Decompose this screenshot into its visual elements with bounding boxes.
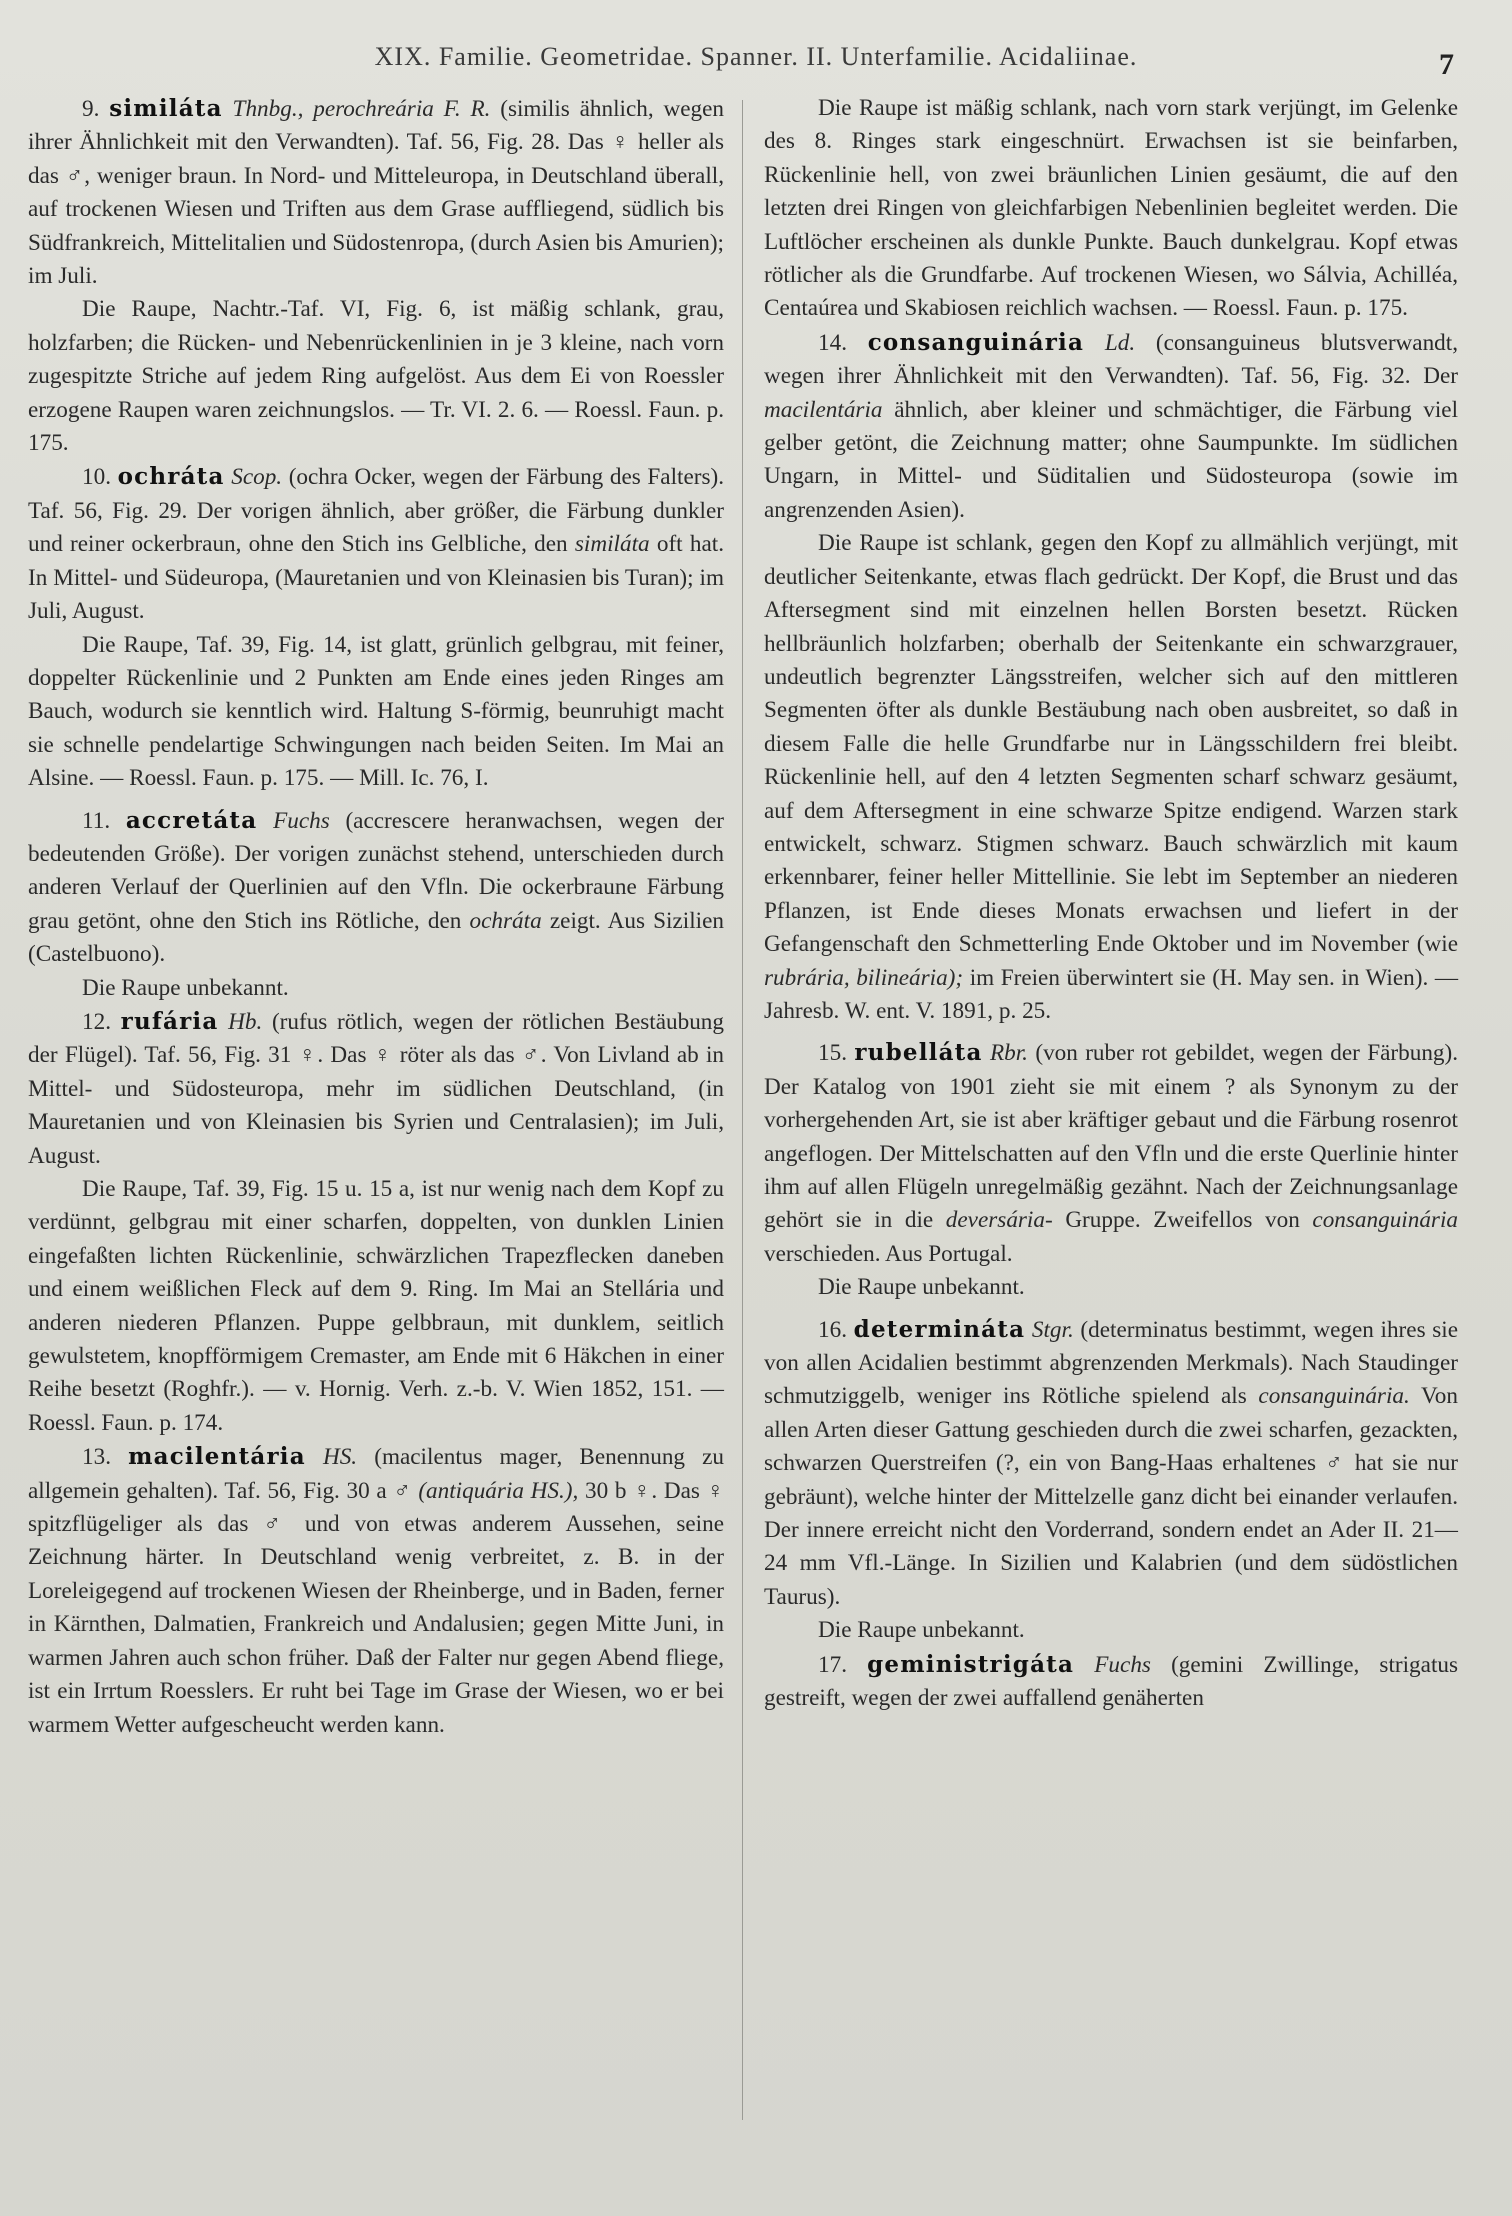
entry-text: (macilentus mager, Benennung zu allgemein gehalten). Taf. 56, Fig. 30 a ♂ [28, 1444, 725, 1504]
larva-description: Die Raupe unbekannt. [82, 974, 289, 1001]
species-name: accretáta [125, 806, 258, 834]
species-name: similáta [109, 95, 223, 122]
entry-text: Gruppe. Zweifellos von [1065, 1207, 1300, 1234]
species-author: Stgr. [1031, 1316, 1074, 1343]
species-reference: deversária- [945, 1207, 1053, 1234]
species-entry-13 [28, 1440, 724, 1742]
entry-number: 13. [82, 1444, 111, 1471]
entry-text: ähnlich, aber kleiner und schmächtiger, die Färbung viel gelber getönt, die Zeichnung matter; ohne Saumpunkte. Im südlichen Ungarn, in Mittel- und Süditalien und Südosteuropa (sowie im angrenzenden Asien). [764, 396, 1459, 523]
species-entry-14 [764, 326, 1458, 527]
species-entry-17 [764, 1648, 1458, 1716]
species-name: consanguinária [867, 328, 1085, 356]
species-entry-16 [764, 1313, 1458, 1615]
entry-number: 10. [82, 464, 111, 491]
larva-text: Die Raupe ist schlank, gegen den Kopf zu allmählich verjüngt, mit deutlicher Seitenkante, etwas flach gedrückt. Der Kopf, die Brust und das Aftersegment sind mit einzelnen hellen Borsten besetzt. Rücken hellbräunlich holzfarben; oberhalb der Seitenkante ein schwarzgrauer, undeutlich begrenzter Längsstreifen, welcher sich auf den mittleren Segmenten öfter als dunkle Bestäubung nach oben ausbreitet, so daß in diesem Falle die helle Grundfarbe nur in Längsschildern frei bleibt. Rückenlinie hell, auf den 4 letzten Segmenten scharf schwarz gesäumt, auf dem Aftersegment in eine schwarze Spitze endigend. Warzen stark entwickelt, schwarz. Stigmen schwarz. Bauch schwärzlich mit kaum erkennbarer, feiner heller Mittellinie. Sie lebt im September an niederen Pflanzen, ist Ende dieses Monats erwachsen und liefert in der Gefangenschaft den Schmetterling Ende Oktober und im November (wie [764, 530, 1458, 958]
species-entry-11 [28, 804, 724, 972]
entry-text: (determinatus bestimmt, wegen ihres sie von allen Acidalien bestimmt abgrenzenden Merkmals). Nach Staudinger schmutziggelb, weniger ins Rötliche spielend als [764, 1316, 1459, 1410]
larva-description: Die Raupe, Nachtr.-Taf. VI, Fig. 6, ist mäßig schlank, grau, holzfarben; die Rücken- und Nebenrückenlinien in je 3 kleine, nach vorn zugespitzte Striche auf jedem Ring aufgelöst. Aus dem Ei von Roessler erzogene Raupen waren zeichnungslos. — Tr. VI. 2. 6. — Roessl. Faun. p. 175. [28, 296, 724, 457]
entry-text: (ochra Ocker, wegen der Färbung des Falters). Taf. 56, Fig. 29. Der vorigen ähnlich, aber größer, die Färbung dunkler und reiner ockerbraun, ohne den Stich ins Gelbliche, den [28, 464, 725, 558]
species-author: Thnbg., perochreária F. R. [232, 96, 491, 122]
entry-text: (von ruber rot gebildet, wegen der Färbung). Der Katalog von 1901 zieht sie mit einem ? als Synonym zu der vorhergehenden Art, sie ist aber kräftiger gebaut und die Färbung rosenrot angeflogen. Der Mittelschatten auf den Vfln und die erste Querlinie hinter ihm auf allen Flügeln unregelmäßig gezähnt. Nach der Zeichnungsanlage gehört sie in die [764, 1040, 1459, 1234]
entry-number: 14. [818, 329, 847, 356]
species-entry-10 [28, 460, 724, 628]
species-reference: macilentária [764, 396, 883, 423]
entry-text: verschieden. Aus Portugal. [764, 1240, 1013, 1267]
species-name: macilentária [128, 1443, 306, 1471]
entry-number: 17. [818, 1651, 847, 1678]
entry-text: (accrescere heranwachsen, wegen der bedeutenden Größe). Der vorigen zunächst stehend, unterschieden durch anderen Verlauf der Querlinien auf den Vfln. Die ockerbraune Färbung grau getönt, ohne den Stich ins Rötliche, den [28, 807, 725, 934]
entry-text: 30 b ♀. Das ♀ spitzflügeliger als das ♂ und von etwas anderem Aussehen, seine Zeichnung härter. In Deutschland wenig verbreitet, z. B. in der Loreleigegend auf trockenen Wiesen der Rheinberge, und in Baden, ferner in Kärnthen, Dalmatien, Frankreich und Andalusien; gegen Mitte Juni, in warmen Jahren auch schon früher. Daß der Falter nur gegen Abend fliege, ist ein Irrtum Roesslers. Er ruht bei Tage im Grase der Wiesen, wo er bei warmem Wetter aufgescheucht werden kann. [28, 1477, 725, 1738]
species-author: Ld. [1104, 329, 1136, 356]
entry-text: (similis ähnlich, wegen ihrer Ähnlichkeit mit den Verwandten). Taf. 56, Fig. 28. Das ♀ heller als das ♂, weniger braun. In Nord- und Mitteleuropa, in Deutschland überall, auf trockenen Wiesen und Triften aus dem Grase auffliegend, südlich bis Südfrankreich, Mittelitalien und Südostenropa, (durch Asien bis Amurien); im Juli. [28, 96, 724, 290]
species-reference: consanguinária. [1258, 1383, 1410, 1410]
larva-description: Die Raupe unbekannt. [818, 1274, 1025, 1301]
larva-description [764, 527, 1458, 1028]
entry-text: (rufus rötlich, wegen der rötlichen Bestäubung der Flügel). Taf. 56, Fig. 31 ♀. Das ♀ röter als das ♂. Von Livland ab in Mittel- und Südosteuropa, mehr im südlichen Deutschland, (in Mauretanien und von Kleinasien bis Syrien und Centralasien); im Juli, August. [28, 1008, 724, 1169]
entry-text: (consanguineus blutsverwandt, wegen ihrer Ähnlichkeit mit den Verwandten). Taf. 56, Fig. 32. Der [764, 329, 1458, 390]
larva-description: Die Raupe, Taf. 39, Fig. 14, ist glatt, grünlich gelbgrau, mit feiner, doppelter Rückenlinie und 2 Punkten am Ende eines jeden Ringes am Bauch, wodurch sie kenntlich wird. Haltung S-förmig, beunruhigt macht sie schnelle pendelartige Schwingungen nach beiden Seiten. Im Mai an Alsine. — Roessl. Faun. p. 175. — Mill. Ic. 76, I. [28, 631, 724, 792]
species-reference: ochráta [469, 907, 542, 934]
entry-text: zeigt. Aus Sizilien (Castelbuono). [28, 907, 725, 968]
entry-number: 11. [82, 807, 111, 834]
species-author: Fuchs [1094, 1651, 1151, 1678]
species-entry-12 [28, 1005, 724, 1173]
species-reference: rubrária, bilineária); [764, 964, 964, 991]
larva-description: Die Raupe unbekannt. [818, 1617, 1025, 1644]
species-name: rufária [120, 1007, 219, 1035]
species-name: ochráta [117, 463, 225, 491]
larva-text: im Freien überwintert sie (H. May sen. in Wien). — Jahresb. W. ent. V. 1891, p. 25. [764, 964, 1459, 1024]
larva-description: Die Raupe, Taf. 39, Fig. 15 u. 15 a, ist nur wenig nach dem Kopf zu verdünnt, gelbgrau mit einer scharfen, doppelten, von dunklen Linien eingefaßten lichten Rückenlinie, schwärzlichen Trapezflecken daneben und einem weißlichen Fleck auf dem 9. Ring. Im Mai an Stellária und anderen niederen Pflanzen. Puppe gelbbraun, mit dunklem, seitlich gewulstetem, knopfförmigem Cremaster, am Ende mit 6 Häkchen in einer Reihe besetzt (Roghfr.). — v. Hornig. Verh. z.-b. V. Wien 1852, 151. — Roessl. Faun. p. 174. [28, 1176, 724, 1436]
species-author: Fuchs [273, 807, 330, 834]
page-number: 7 [1439, 48, 1454, 81]
species-reference: (antiquária HS.), [418, 1477, 579, 1504]
species-name: determináta [853, 1315, 1026, 1343]
species-reference: similáta [574, 531, 650, 558]
species-reference: consanguinária [1312, 1207, 1458, 1234]
entry-number: 15. [818, 1040, 847, 1067]
running-title: XIX. Familie. Geometridae. Spanner. II. Unterfamilie. Acidaliinae. [374, 42, 1138, 71]
species-entry-15 [764, 1036, 1458, 1271]
species-author: Scop. [231, 464, 283, 491]
entry-text: Von allen Arten dieser Gattung geschieden durch die zwei scharfen, gezackten, schwarzen Querstreifen (?, ein von Bang-Haas erhaltenes ♂ hat sie nur gebräunt), welche hinter der Mittelzelle ganz dicht bei einander verlaufen. Der innere erreicht nicht den Vorderrand, sondern endet an Ader II. 21—24 mm Vfl.-Länge. In Sizilien und Kalabrien (und dem südöstlichen Taurus). [764, 1383, 1458, 1610]
species-author: Hb. [228, 1008, 263, 1035]
entry-number: 16. [818, 1316, 847, 1343]
entry-number: 12. [82, 1008, 111, 1035]
entry-number: 9. [82, 96, 100, 122]
larva-description: Die Raupe ist mäßig schlank, nach vorn stark verjüngt, im Gelenke des 8. Ringes stark eingeschnürt. Erwachsen ist sie beinfarben, Rückenlinie hell, von zwei bräunlichen Linien gesäumt, die auf den letzten drei Ringen von gleichfarbigen Nebenlinien begleitet werden. Die Luftlöcher erscheinen als dunkle Punkte. Bauch dunkelgrau. Kopf etwas rötlicher als die Grundfarbe. Auf trockenen Wiesen, wo Sálvia, Achilléa, Centaúrea und Skabiosen reichlich wachsen. — Roessl. Faun. p. 175. [764, 95, 1458, 322]
species-entry-9 [28, 92, 724, 293]
column-divider [742, 100, 743, 2120]
left-column [28, 92, 724, 1742]
species-name: geministrigáta [867, 1650, 1075, 1678]
entry-text: oft hat. In Mittel- und Südeuropa, (Mauretanien und von Kleinasien bis Turan); im Juli, August. [28, 531, 724, 625]
species-author: HS. [322, 1444, 358, 1471]
species-author: Rbr. [989, 1040, 1028, 1067]
species-name: rubelláta [854, 1039, 983, 1067]
right-column [764, 92, 1458, 1716]
entry-text: (gemini Zwillinge, strigatus gestreift, wegen der zwei auffallend genäherten [764, 1651, 1459, 1712]
